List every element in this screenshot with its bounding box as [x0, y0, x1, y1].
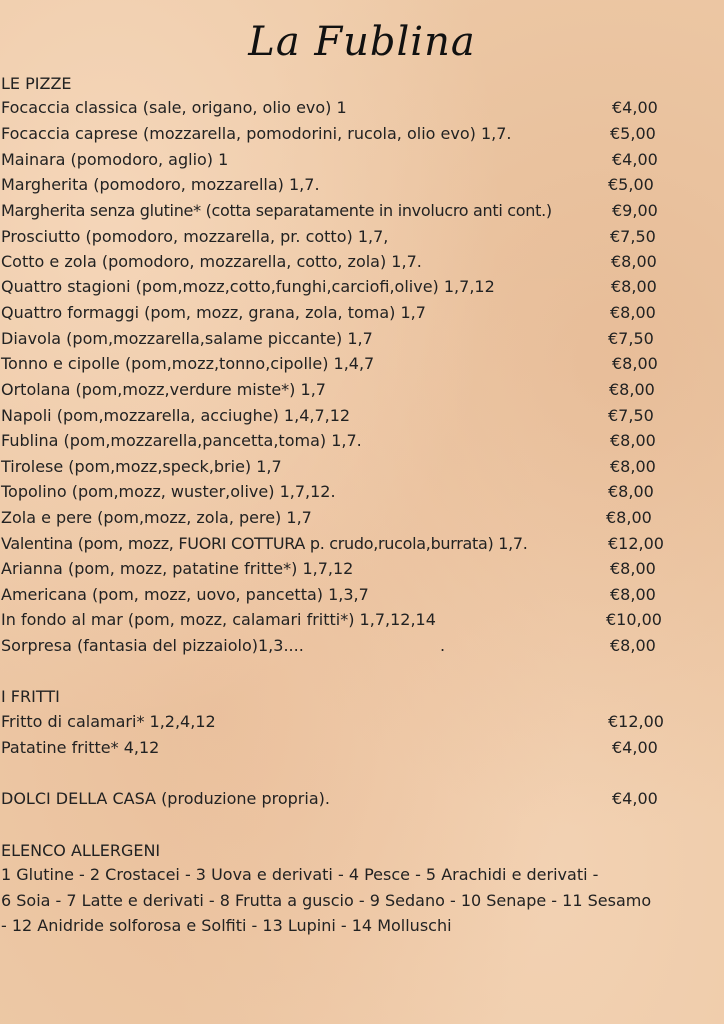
item-price: €10,00 — [606, 610, 662, 629]
restaurant-title: La Fublina — [248, 19, 476, 65]
item-name: Tirolese (pom,mozz,speck,brie) 1,7 — [1, 457, 282, 476]
menu-item — [0, 353, 724, 375]
item-name: Arianna (pom, mozz, patatine fritte*) 1,7,12 — [1, 559, 354, 578]
section-heading-fritti: I FRITTI — [1, 687, 60, 706]
item-price: €5,00 — [610, 124, 656, 143]
menu-item — [0, 507, 724, 529]
menu-item-dolci — [0, 788, 724, 810]
item-name: Napoli (pom,mozzarella, acciughe) 1,4,7,12 — [1, 406, 351, 425]
stray-dot: . — [440, 636, 446, 655]
item-name: Valentina (pom, mozz, FUORI COTTURA p. crudo,rucola,burrata) 1,7. — [1, 534, 528, 553]
item-price: €4,00 — [612, 150, 658, 169]
allergen-line: 6 Soia - 7 Latte e derivati - 8 Frutta a guscio - 9 Sedano - 10 Senape - 11 Sesamo — [1, 891, 652, 910]
item-name: Margherita senza glutine* (cotta separatamente in involucro anti cont.) — [1, 201, 552, 220]
menu-item — [0, 481, 724, 503]
item-name: Ortolana (pom,mozz,verdure miste*) 1,7 — [1, 380, 326, 399]
menu-item — [0, 251, 724, 273]
menu-item — [0, 584, 724, 606]
menu-item — [0, 149, 724, 171]
item-price: €4,00 — [612, 98, 658, 117]
menu-item — [0, 302, 724, 324]
menu-item — [0, 97, 724, 119]
item-price: €5,00 — [608, 175, 654, 194]
item-name: Diavola (pom,mozzarella,salame piccante) 1,7 — [1, 329, 373, 348]
item-price: €8,00 — [609, 380, 655, 399]
item-price: €12,00 — [608, 712, 664, 731]
menu-item — [0, 123, 724, 145]
menu-item — [0, 609, 724, 631]
item-name: Focaccia classica (sale, origano, olio evo) 1 — [1, 98, 347, 117]
menu-item — [0, 405, 724, 427]
menu-item — [0, 276, 724, 298]
item-name: Mainara (pomodoro, aglio) 1 — [1, 150, 229, 169]
menu-item — [0, 635, 724, 657]
item-price: €4,00 — [612, 738, 658, 757]
item-price: €8,00 — [610, 431, 656, 450]
section-heading-pizze: LE PIZZE — [1, 74, 72, 93]
item-name: Margherita (pomodoro, mozzarella) 1,7. — [1, 175, 320, 194]
item-price: €12,00 — [608, 534, 664, 553]
item-price: €8,00 — [610, 303, 656, 322]
item-price: €8,00 — [610, 585, 656, 604]
item-name: Zola e pere (pom,mozz, zola, pere) 1,7 — [1, 508, 312, 527]
item-name: Cotto e zola (pomodoro, mozzarella, cotto, zola) 1,7. — [1, 252, 422, 271]
item-price: €9,00 — [612, 201, 658, 220]
item-price: €7,50 — [608, 329, 654, 348]
item-name: Sorpresa (fantasia del pizzaiolo)1,3.... — [1, 636, 304, 655]
item-name: Fritto di calamari* 1,2,4,12 — [1, 712, 216, 731]
item-price: €8,00 — [611, 277, 657, 296]
allergen-line: - 12 Anidride solforosa e Solfiti - 13 Lupini - 14 Molluschi — [1, 916, 452, 935]
item-price: €8,00 — [610, 636, 656, 655]
menu-item — [0, 737, 724, 759]
item-name: Fublina (pom,mozzarella,pancetta,toma) 1,7. — [1, 431, 362, 450]
menu-item — [0, 328, 724, 350]
allergen-line: 1 Glutine - 2 Crostacei - 3 Uova e derivati - 4 Pesce - 5 Arachidi e derivati - — [1, 865, 599, 884]
menu-item — [0, 379, 724, 401]
item-price: €7,50 — [610, 227, 656, 246]
menu-item — [0, 456, 724, 478]
menu-item — [0, 200, 724, 222]
item-price: €8,00 — [611, 252, 657, 271]
item-name: Quattro formaggi (pom, mozz, grana, zola, toma) 1,7 — [1, 303, 426, 322]
item-name: In fondo al mar (pom, mozz, calamari fritti*) 1,7,12,14 — [1, 610, 436, 629]
item-name: Tonno e cipolle (pom,mozz,tonno,cipolle) 1,4,7 — [1, 354, 375, 373]
item-name: Patatine fritte* 4,12 — [1, 738, 160, 757]
item-price: €7,50 — [608, 406, 654, 425]
item-price: €8,00 — [610, 559, 656, 578]
item-name: Prosciutto (pomodoro, mozzarella, pr. cotto) 1,7, — [1, 227, 389, 246]
item-price: €8,00 — [606, 508, 652, 527]
item-price: €8,00 — [612, 354, 658, 373]
item-name: Quattro stagioni (pom,mozz,cotto,funghi,carciofi,olive) 1,7,12 — [1, 277, 495, 296]
menu-item — [0, 174, 724, 196]
item-name: Topolino (pom,mozz, wuster,olive) 1,7,12. — [1, 482, 336, 501]
item-name: Americana (pom, mozz, uovo, pancetta) 1,3,7 — [1, 585, 369, 604]
item-price: €8,00 — [608, 482, 654, 501]
menu-item — [0, 711, 724, 733]
item-price: €8,00 — [610, 457, 656, 476]
menu-item — [0, 430, 724, 452]
menu-item — [0, 558, 724, 580]
section-heading-allergeni: ELENCO ALLERGENI — [1, 841, 161, 860]
item-name: Focaccia caprese (mozzarella, pomodorini, rucola, olio evo) 1,7. — [1, 124, 512, 143]
item-name: DOLCI DELLA CASA (produzione propria). — [1, 789, 330, 808]
item-price: €4,00 — [612, 789, 658, 808]
menu-item — [0, 533, 724, 555]
menu-item — [0, 226, 724, 248]
